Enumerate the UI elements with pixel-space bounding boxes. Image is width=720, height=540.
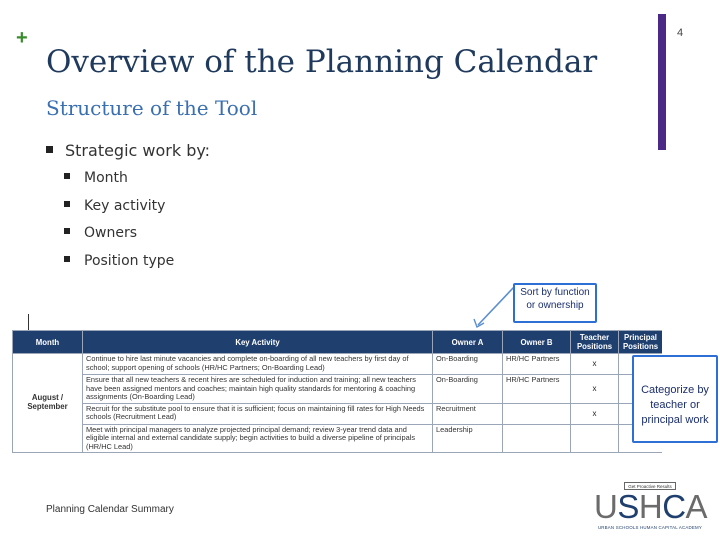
sub-bullet-list bbox=[64, 170, 174, 280]
teacher-cell: x bbox=[571, 375, 619, 404]
owner-a-cell: Leadership bbox=[433, 424, 503, 453]
header-owner-a: Owner A bbox=[433, 331, 503, 354]
slide-subtitle: Structure of the Tool bbox=[46, 96, 258, 120]
table-row bbox=[13, 403, 663, 424]
owner-a-cell: On-Boarding bbox=[433, 375, 503, 404]
square-bullet-icon bbox=[64, 228, 70, 234]
logo-subtext: URBAN SCHOOLS HUMAN CAPITAL ACADEMY bbox=[597, 525, 703, 530]
header-principal-positions: Principal Positions bbox=[619, 331, 663, 354]
owner-b-cell bbox=[503, 424, 571, 453]
sub-bullet-owners bbox=[64, 225, 174, 253]
sub-bullet-key-activity bbox=[64, 198, 174, 226]
callout-categorize: Categorize by teacher or principal work bbox=[632, 355, 718, 443]
planning-calendar-table bbox=[12, 330, 662, 458]
sub-bullet-text: Owners bbox=[84, 225, 138, 241]
logo-letter: S bbox=[617, 488, 639, 525]
header-key-activity: Key Activity bbox=[83, 331, 433, 354]
logo-letter: H bbox=[638, 488, 663, 525]
owner-b-cell: HR/HC Partners bbox=[503, 375, 571, 404]
teacher-cell: x bbox=[571, 403, 619, 424]
teacher-cell: x bbox=[571, 354, 619, 375]
footer-text: Planning Calendar Summary bbox=[46, 504, 174, 515]
header-month: Month bbox=[13, 331, 83, 354]
logo-letter: A bbox=[685, 488, 708, 525]
ushca-logo bbox=[594, 482, 706, 532]
month-cell: August / September bbox=[13, 354, 83, 453]
owner-b-cell: HR/HC Partners bbox=[503, 354, 571, 375]
sub-bullet-text: Position type bbox=[84, 252, 175, 269]
sub-bullet-month bbox=[64, 170, 174, 198]
table-row bbox=[13, 354, 663, 375]
owner-a-cell: On-Boarding bbox=[433, 354, 503, 375]
teacher-cell bbox=[571, 424, 619, 453]
accent-bar bbox=[658, 14, 666, 150]
square-bullet-icon bbox=[46, 146, 53, 153]
logo-letter: U bbox=[594, 488, 618, 525]
slide-title: Overview of the Planning Calendar bbox=[46, 44, 598, 80]
header-teacher-positions: Teacher Positions bbox=[571, 331, 619, 354]
square-bullet-icon bbox=[64, 201, 70, 207]
activity-cell: Ensure that all new teachers & recent hires are scheduled for induction and training; all new teachers have been assigned mentors and coaches; maintain high quality standards for mentoring & coaching assignments (On-Boarding Lead) bbox=[83, 375, 433, 404]
square-bullet-icon bbox=[64, 256, 70, 262]
header-owner-b: Owner B bbox=[503, 331, 571, 354]
sub-bullet-text: Key activity bbox=[84, 197, 166, 214]
table-edge-marker bbox=[28, 314, 29, 330]
activity-cell: Recruit for the substitute pool to ensure that it is sufficient; focus on maintaining fill rates for High Needs schools (Recruitment Lead) bbox=[83, 403, 433, 424]
callout-sort: Sort by function or ownership bbox=[513, 283, 597, 323]
square-bullet-icon bbox=[64, 173, 70, 179]
page-number: 4 bbox=[677, 27, 684, 39]
table-header-row bbox=[13, 331, 663, 354]
logo-tagline: Get Proactive Results bbox=[624, 482, 676, 490]
activity-cell: Continue to hire last minute vacancies and complete on-boarding of all new teachers by first day of school; support opening of schools (HR/HC Partners; On-Boarding Lead) bbox=[83, 354, 433, 375]
table-row bbox=[13, 424, 663, 453]
bullet-text: Strategic work by: bbox=[65, 141, 211, 160]
sub-bullet-text: Month bbox=[84, 170, 128, 186]
table-row bbox=[13, 375, 663, 404]
activity-cell: Meet with principal managers to analyze projected principal demand; review 3-year trend data and eligible internal and external candidate supply; begin activities to build a diverse pipeline of principals (HR/HC Lead) bbox=[83, 424, 433, 453]
sub-bullet-position-type bbox=[64, 253, 174, 281]
logo-wordmark bbox=[594, 490, 706, 523]
calendar-table bbox=[12, 330, 662, 453]
logo-letter: C bbox=[662, 488, 686, 525]
bullet-strategic-work bbox=[46, 141, 210, 160]
owner-a-cell: Recruitment bbox=[433, 403, 503, 424]
plus-mark: + bbox=[16, 27, 28, 49]
owner-b-cell bbox=[503, 403, 571, 424]
